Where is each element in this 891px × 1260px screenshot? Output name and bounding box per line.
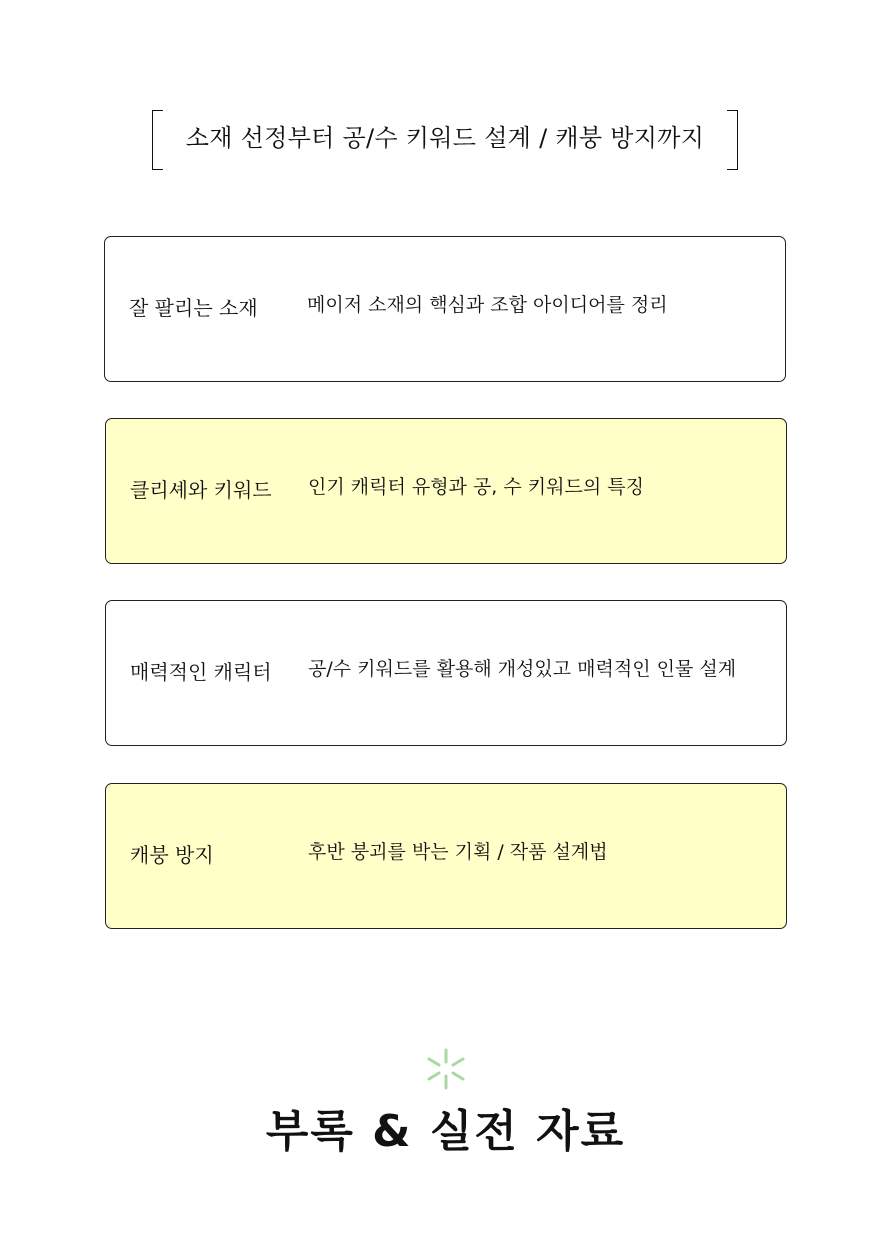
card-description: 인기 캐릭터 유형과 공, 수 키워드의 특징 <box>308 476 644 498</box>
card-attractive-character <box>105 600 787 746</box>
card-description: 후반 붕괴를 박는 기획 / 작품 설계법 <box>308 841 608 863</box>
card-popular-material <box>104 236 786 382</box>
card-label: 캐붕 방지 <box>130 843 214 867</box>
card-cliche-keywords <box>105 418 787 564</box>
card-label: 클리셰와 키워드 <box>130 478 272 502</box>
card-label: 잘 팔리는 소재 <box>129 296 258 320</box>
page-title: 소재 선정부터 공/수 키워드 설계 / 캐붕 방지까지 <box>185 124 705 152</box>
asterisk-icon <box>423 1046 469 1092</box>
card-description: 메이저 소재의 핵심과 조합 아이디어를 정리 <box>307 294 668 316</box>
page-title-frame <box>152 110 738 170</box>
card-label: 매력적인 캐릭터 <box>130 660 272 684</box>
right-bracket <box>727 110 738 170</box>
card-description: 공/수 키워드를 활용해 개성있고 매력적인 인물 설계 <box>308 658 737 680</box>
appendix-title: 부록 & 실전 자료 <box>265 1106 626 1157</box>
card-prevent-character-break <box>105 783 787 929</box>
